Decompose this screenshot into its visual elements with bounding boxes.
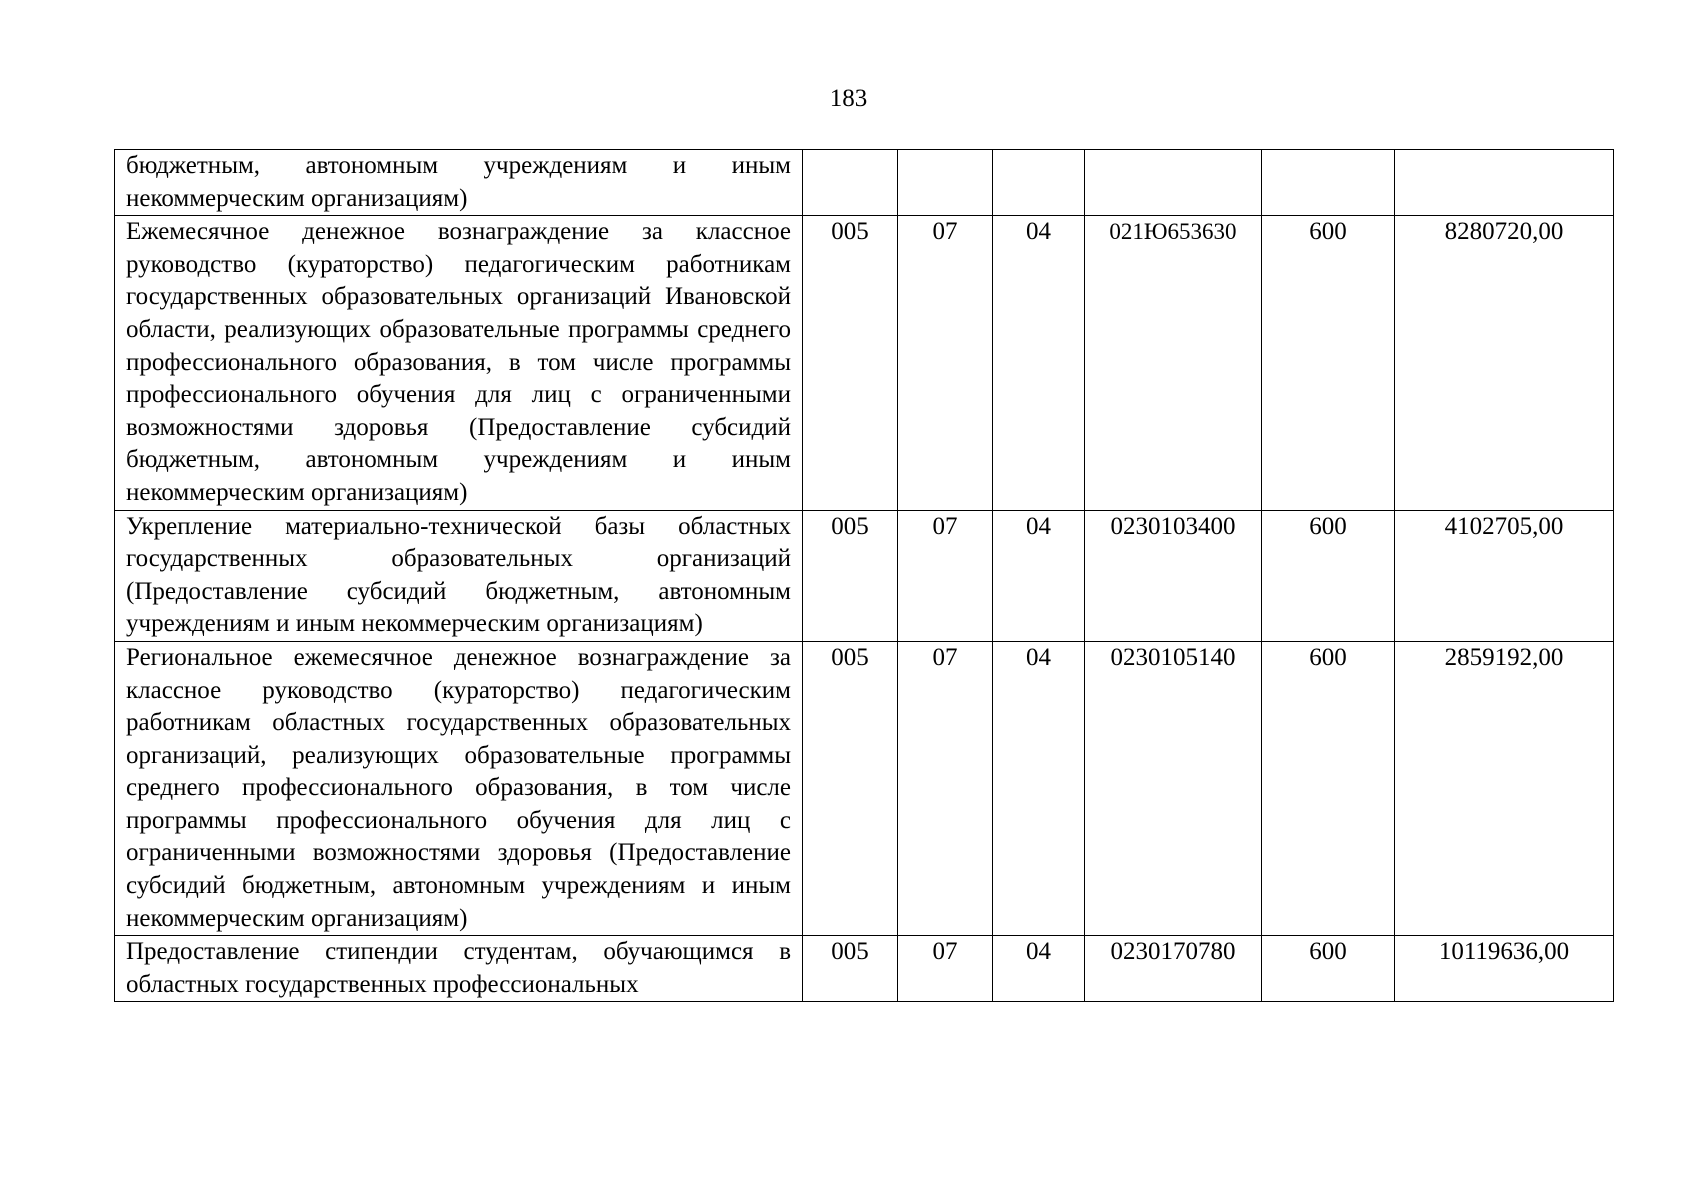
expense-type-cell: 600 — [1262, 641, 1395, 935]
ministry-code-cell: 005 — [803, 510, 898, 641]
target-article-cell: 021Ю653630 — [1085, 216, 1262, 510]
amount-cell: 8280720,00 — [1395, 216, 1614, 510]
expense-type-cell: 600 — [1262, 510, 1395, 641]
section-code-cell — [898, 150, 993, 216]
expense-type-cell — [1262, 150, 1395, 216]
section-code-cell: 07 — [898, 510, 993, 641]
page-number: 183 — [829, 85, 868, 112]
subsection-code-cell: 04 — [993, 641, 1085, 935]
expense-name-cell: бюджетным, автономным учреждениям и иным некоммерческим организациям) — [115, 150, 803, 216]
table-row — [115, 641, 1614, 935]
amount-cell: 2859192,00 — [1395, 641, 1614, 935]
amount-cell — [1395, 150, 1614, 216]
expense-type-cell: 600 — [1262, 216, 1395, 510]
target-article-cell — [1085, 150, 1262, 216]
section-code-cell: 07 — [898, 936, 993, 1002]
table-row — [115, 216, 1614, 510]
table-row — [115, 936, 1614, 1002]
table-row — [115, 150, 1614, 216]
expense-name-cell: Региональное ежемесячное денежное вознаграждение за классное руководство (кураторство) педагогическим работникам областных государственных образовательных организаций, реализующих образовательные программы среднего профессионального образования, в том числе программы профессионального обучения для лиц с ограниченными возможностями здоровья (Предоставление субсидий бюджетным, автономным учреждениям и иным некоммерческим организациям) — [115, 641, 803, 935]
target-article-cell: 0230103400 — [1085, 510, 1262, 641]
amount-cell: 10119636,00 — [1395, 936, 1614, 1002]
expense-name-cell: Укрепление материально-технической базы областных государственных образовательных организаций (Предоставление субсидий бюджетным, автономным учреждениям и иным некоммерческим организациям) — [115, 510, 803, 641]
subsection-code-cell: 04 — [993, 510, 1085, 641]
ministry-code-cell: 005 — [803, 641, 898, 935]
ministry-code-cell — [803, 150, 898, 216]
expense-name-cell: Предоставление стипендии студентам, обучающимся в областных государственных профессиональных — [115, 936, 803, 1002]
table-row — [115, 510, 1614, 641]
target-article-cell: 0230170780 — [1085, 936, 1262, 1002]
expense-type-cell: 600 — [1262, 936, 1395, 1002]
expense-name-cell: Ежемесячное денежное вознаграждение за классное руководство (кураторство) педагогическим работникам государственных образовательных организаций Ивановской области, реализующих образовательные программы среднего профессионального образования, в том числе программы профессионального обучения для лиц с ограниченными возможностями здоровья (Предоставление субсидий бюджетным, автономным учреждениям и иным некоммерческим организациям) — [115, 216, 803, 510]
budget-table — [114, 149, 1614, 1002]
subsection-code-cell — [993, 150, 1085, 216]
target-article-cell: 0230105140 — [1085, 641, 1262, 935]
section-code-cell: 07 — [898, 641, 993, 935]
ministry-code-cell: 005 — [803, 936, 898, 1002]
ministry-code-cell: 005 — [803, 216, 898, 510]
subsection-code-cell: 04 — [993, 936, 1085, 1002]
section-code-cell: 07 — [898, 216, 993, 510]
subsection-code-cell: 04 — [993, 216, 1085, 510]
amount-cell: 4102705,00 — [1395, 510, 1614, 641]
